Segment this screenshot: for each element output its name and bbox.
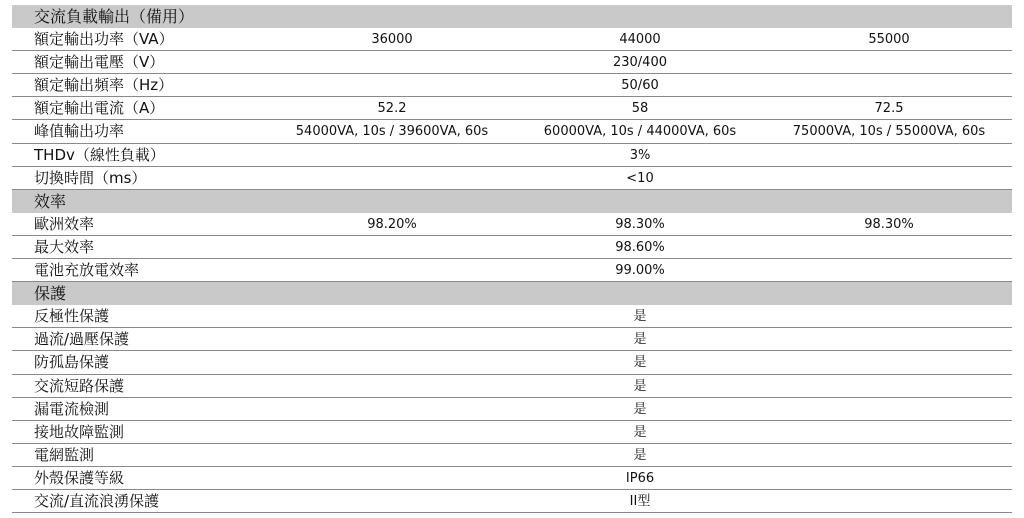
row-label: 過流/過壓保護 [34, 330, 130, 349]
row-label: 額定輸出功率（VA） [34, 30, 174, 49]
table-row [12, 467, 1012, 490]
cell-model-1: 98.20% [367, 216, 417, 232]
cell-model-1: 52.2 [377, 101, 407, 117]
section-header-ac-output [12, 5, 1012, 28]
table-row [12, 444, 1012, 467]
section-title: 效率 [34, 191, 67, 211]
cell-all-models: II型 [629, 493, 651, 509]
table-row [12, 144, 1012, 167]
cell-all-models: 99.00% [615, 263, 665, 279]
row-label: 電網監測 [34, 445, 95, 464]
cell-model-3: 98.30% [864, 216, 914, 232]
table-row [12, 259, 1012, 282]
cell-all-models: 是 [633, 355, 647, 371]
section-title: 保護 [34, 284, 67, 304]
row-label: 外殼保護等級 [34, 468, 125, 487]
cell-all-models: 是 [633, 447, 647, 463]
cell-all-models: 230/400 [612, 55, 668, 71]
cell-all-models: 3% [629, 147, 651, 163]
row-label: 額定輸出頻率（Hz） [34, 76, 174, 95]
table-row [12, 120, 1012, 143]
row-label: 電池充放電效率 [34, 261, 140, 280]
table-row [12, 375, 1012, 398]
table-row [12, 305, 1012, 328]
spec-table [12, 5, 1012, 513]
cell-model-1: 54000VA, 10s / 39600VA, 60s [295, 124, 489, 140]
row-label: 接地故障監測 [34, 422, 125, 441]
row-label: 額定輸出電流（A） [34, 99, 165, 118]
row-label: 歐洲效率 [34, 214, 95, 233]
table-row [12, 28, 1012, 51]
cell-all-models: 是 [633, 378, 647, 394]
row-label: 交流/直流浪湧保護 [34, 491, 160, 510]
row-label: 反極性保護 [34, 307, 110, 326]
row-label: 峰值輸出功率 [34, 122, 125, 141]
cell-model-2: 98.30% [615, 216, 665, 232]
section-header-protection [12, 282, 1012, 305]
cell-model-1: 36000 [371, 32, 413, 48]
table-row [12, 51, 1012, 74]
table-row [12, 421, 1012, 444]
cell-model-3: 55000 [868, 32, 910, 48]
row-label: 交流短路保護 [34, 376, 125, 395]
table-row [12, 398, 1012, 421]
cell-all-models: 50/60 [621, 78, 659, 94]
row-label: 最大效率 [34, 237, 95, 256]
row-label: 切換時間（ms） [34, 168, 147, 187]
cell-model-3: 75000VA, 10s / 55000VA, 60s [792, 124, 986, 140]
cell-model-3: 72.5 [874, 101, 904, 117]
cell-all-models: 是 [633, 332, 647, 348]
table-row [12, 97, 1012, 120]
cell-all-models: 是 [633, 309, 647, 325]
cell-all-models: <10 [626, 170, 654, 186]
section-header-efficiency [12, 190, 1012, 213]
cell-model-2: 44000 [619, 32, 661, 48]
row-label: 額定輸出電壓（V） [34, 53, 165, 72]
cell-all-models: 98.60% [615, 239, 665, 255]
table-row [12, 236, 1012, 259]
cell-all-models: IP66 [625, 470, 655, 486]
cell-model-2: 60000VA, 10s / 44000VA, 60s [543, 124, 737, 140]
table-row [12, 74, 1012, 97]
table-row [12, 351, 1012, 374]
table-row [12, 328, 1012, 351]
cell-all-models: 是 [633, 401, 647, 417]
row-label: 防孤島保護 [34, 353, 110, 372]
table-row [12, 167, 1012, 190]
section-title: 交流負載輸出（備用） [34, 7, 195, 26]
row-label: 漏電流檢測 [34, 399, 110, 418]
cell-model-2: 58 [631, 101, 649, 117]
row-label: THDv（線性負載） [34, 145, 165, 164]
cell-all-models: 是 [633, 424, 647, 440]
table-row [12, 490, 1012, 513]
table-row [12, 213, 1012, 236]
